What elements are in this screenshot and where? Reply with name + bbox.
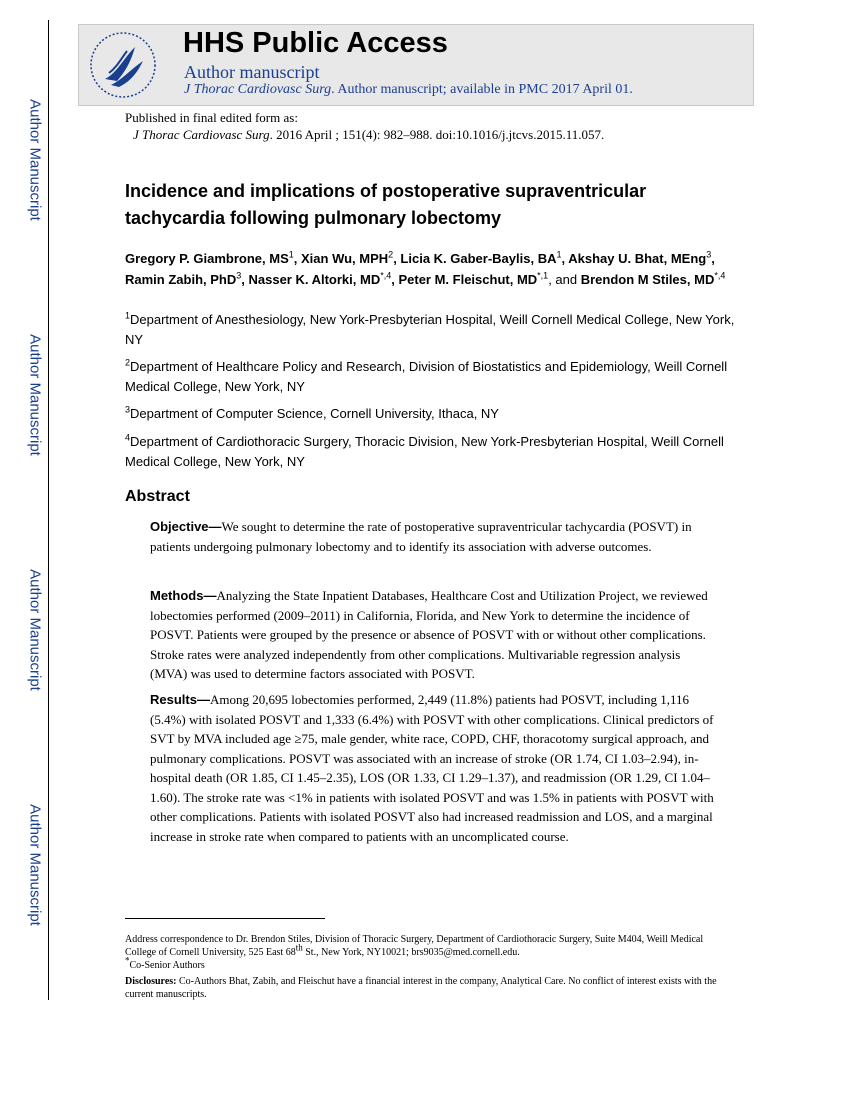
published-label: Published in final edited form as: — [125, 110, 298, 125]
author-list — [125, 248, 735, 290]
affiliation: $^2$Department of Healthcare Policy and Research, Division of Biostatistics and Epidemiology, Weill Cornell Medical College, New York, NY — [125, 357, 728, 394]
abstract-section: Objective—We sought to determine the rate of postoperative supraventricular tachycardia (POSVT) in patients undergoing pulmonary lobectomy and to identify its association with adverse outcomes. — [150, 519, 692, 554]
author: Brendon M Stiles, $MD^{*,4}$ — [580, 270, 726, 287]
abstract-section: Results—Among 20,695 lobectomies performed, 2,449 (11.8%) patients had POSVT, including 1,116 (5.4%) with isolated POSVT and 1,333 (6.4%) with POSVT with other complications. Clinical predictors of SVT by MVA included age ≥75, male gender, white race, COPD, CHF, thoracotomy surgical approach, and pulmonary complications. POSVT was associated with an increase of stroke (OR 1.74, CI 1.03–2.94), in-hospital death (OR 1.85, CI 1.45–2.35), LOS (OR 1.33, CI 1.29–1.37), and readmission (OR 1.29, CI 1.04–1.60). The stroke rate was <1% in patients with isolated POSVT and was 1.5% in patients with POSVT with other complications. Patients with isolated POSVT also had increased readmission and LOS, and a marginal increase in stroke rate when compared to patients with an uncomplicated course. — [150, 692, 714, 844]
side-label: Author Manuscript — [26, 99, 44, 221]
hhs-logo-icon — [87, 29, 159, 101]
journal-name: J Thorac Cardiovasc Surg — [133, 127, 270, 142]
side-label: Author Manuscript — [26, 804, 44, 926]
abstract-heading: Abstract — [125, 488, 190, 505]
manuscript-label: Author manuscript — [184, 62, 320, 82]
footnote-rule — [125, 918, 325, 919]
affiliation: $^4$Department of Cardiothoracic Surgery, Thoracic Division, New York-Presbyterian Hospital, Weill Cornell Medical College, New York, NY — [125, 432, 724, 469]
author: Xian Wu, MPH$^2$, — [301, 249, 401, 266]
availability: . Author manuscript; available in PMC 2017 April 01. — [331, 82, 633, 97]
author: Ramin Zabih, PhD$^3$, — [125, 270, 249, 287]
side-label: Author Manuscript — [26, 334, 44, 456]
author: Licia K. Gaber-Baylis, $BA^1$, — [400, 249, 569, 266]
author: Nasser K. Altorki, $MD^{*,4}$, — [248, 270, 399, 287]
affiliation: $^1$Department of Anesthesiology, New York-Presbyterian Hospital, Weill Cornell Medical College, New York, NY — [125, 310, 735, 347]
abstract-section: Methods—Analyzing the State Inpatient Databases, Healthcare Cost and Utilization Project, we reviewed lobectomies performed (2009–2011) in California, Florida, and New York to determine the incidence of POSVT. Patients were grouped by the presence or absence of POSVT with or without other complications. Stroke rates were analyzed independently from other complications. Multivariable regression analysis (MVA) was used to determine factors associated with POSVT. — [150, 588, 708, 681]
side-label: Author Manuscript — [26, 569, 44, 691]
author: Peter M. Fleischut, $MD^{*,1}$, and — [398, 270, 581, 287]
author: Gregory P. Giambrone, $MS^1$, — [125, 249, 302, 266]
author: Akshay U. Bhat, MEng$^3$, — [568, 249, 715, 266]
margin-rule — [48, 20, 49, 1000]
hhs-title: HHS Public Access — [183, 27, 448, 59]
hhs-header — [78, 24, 754, 106]
published-in — [125, 109, 604, 143]
affiliation: $^3$Department of Computer Science, Cornell University, Ithaca, NY — [125, 404, 499, 421]
article-title: Incidence and implications of postoperative supraventricular tachycardia following pulmonary lobectomy — [125, 181, 647, 228]
journal-line — [184, 82, 633, 98]
correspondence-footnote: Address correspondence to Dr. Brendon Stiles, Division of Thoracic Surgery, Department of Cardiothoracic Surgery, Suite M404, Weill Medical College of Cornell University, 525 East 68th St., New York, NY10021; brs9035@med.cornell.edu. *Co-Senior Authors — [125, 934, 704, 971]
citation: . 2016 April ; 151(4): 982–988. doi:10.1016/j.jtcvs.2015.11.057. — [269, 127, 605, 142]
disclosures-footnote: Disclosures: Co-Authors Bhat, Zabih, and Fleischut have a financial interest in the company, Analytical Care. No conflict of interest exists with the current manuscripts. — [125, 976, 717, 1000]
journal-name: J Thorac Cardiovasc Surg — [184, 82, 332, 97]
